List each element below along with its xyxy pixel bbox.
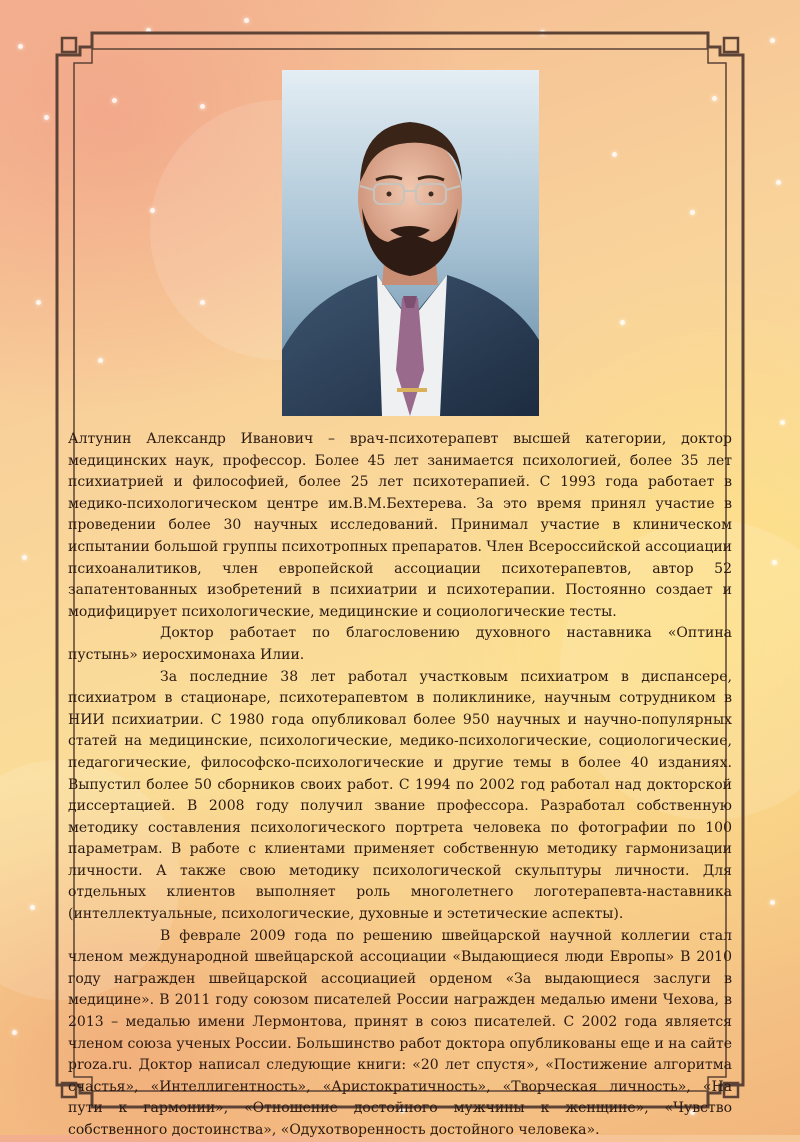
biography-text — [68, 429, 732, 1142]
sparkle-dot — [620, 320, 625, 325]
biography-paragraph: За последние 38 лет работал участковым психиатром в диспансере, психиатром в стационаре, психотерапевтом в поликлинике, научным сотрудником в НИИ психиатрии. С 1980 года опубликовал более 950 научных и научно-популярных статей на медицинские, психологические, медико-психологические, социологические, педагогические, философско-психологические и другие темы в более 40 изданиях. Выпустил более 50 сборников своих работ. С 1994 по 2002 год работал над докторской диссертацией. В 2008 году получил звание профессора. Разработал собственную методику составления психологического портрета человека по фотографии по 100 параметрам. В работе с клиентами применяет собственную методику гармонизации личности. А также свою методику психологической скульптуры личности. Для отдельных клиентов выполняет роль многолетнего логотерапевта-наставника (интеллектуальные, психологические, духовные и эстетические аспекты). — [68, 668, 732, 923]
sparkle-dot — [776, 180, 781, 185]
portrait-photo — [282, 70, 539, 416]
sparkle-dot — [22, 555, 27, 560]
biography-paragraph: Алтунин Александр Иванович – врач-психотерапевт высшей категории, доктор медицинских наук, профессор. Более 45 лет занимается психологией, более 35 лет психиатрией и философией, более 25 лет психотерапией. С 1993 года работает в медико-психологическом центре им.В.М.Бехтерева. За это время принял участие в проведении более 30 научных исследований. Принимал участие в клиническом испытании большой группы психотропных препаратов. Член Всероссийской ассоциации психоаналитиков, член европейской ассоциации психотерапевтов, автор 52 запатентованных изобретений в психиатрии и психотерапии. Постоянно создает и модифицирует психологические, медицинские и социологические тесты. — [68, 431, 732, 620]
sparkle-dot — [780, 420, 785, 425]
sparkle-dot — [36, 300, 41, 305]
sparkle-dot — [30, 905, 35, 910]
sparkle-dot — [146, 28, 151, 33]
sparkle-dot — [540, 30, 545, 35]
biography-paragraph: В феврале 2009 года по решению швейцарской научной коллегии стал членом международной швейцарской ассоциации «Выдающиеся люди Европы» В 2010 году награжден швейцарской ассоциацией орденом «За выдающиеся заслуги в медицине». В 2011 году союзом писателей России награжден медалью имени Чехова, в 2013 – медалью имени Лермонтова, принят в союз писателей. С 2002 года является членом союза ученых России. Большинство работ доктора опубликованы еще и на сайте proza.ru. Доктор написал следующие книги: «20 лет спустя», «Постижение алгоритма счастья», «Интеллигентность», «Аристократичность», «Творческая личность», «На пути к гармонии», «Отношение достойного мужчины к женщине», «Чувство собственного достоинства», «Одухотворенность достойного человека». — [68, 927, 732, 1138]
sparkle-dot — [200, 104, 205, 109]
sparkle-dot — [712, 96, 717, 101]
sparkle-dot — [770, 900, 775, 905]
portrait-illustration — [282, 70, 539, 416]
sparkle-dot — [690, 210, 695, 215]
sparkle-dot — [612, 152, 617, 157]
sparkle-dot — [772, 560, 777, 565]
sparkle-dot — [98, 358, 103, 363]
sparkle-dot — [244, 18, 249, 23]
sparkle-dot — [18, 44, 23, 49]
biography-paragraph: Доктор работает по благословению духовного наставника «Оптина пустынь» иеросхимонаха Илии. — [68, 625, 732, 663]
sparkle-dot — [200, 300, 205, 305]
sparkle-dot — [12, 1030, 17, 1035]
sparkle-dot — [44, 115, 49, 120]
sparkle-dot — [150, 208, 155, 213]
sparkle-dot — [112, 98, 117, 103]
sparkle-dot — [770, 38, 775, 43]
